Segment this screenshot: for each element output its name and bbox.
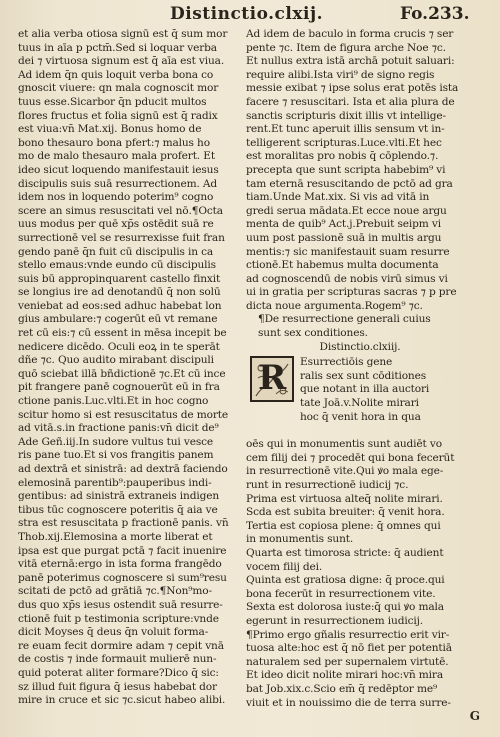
text-line: viuit et in nouissimo die de terra surre- xyxy=(246,696,451,709)
text-line: ctionē.Et habemus multa documenta xyxy=(246,259,439,272)
text-line: mire in cruce et sic ⁊c.sicut habeo alibi. xyxy=(18,694,226,707)
text-line: ¶Primo ergo gñalis resurrectio erit vir- xyxy=(246,628,450,641)
text-line: scere an simus resuscitati vel nō.¶Octa xyxy=(18,204,223,217)
text-line: messie exibat ⁊ ipse solus erat potēs ista xyxy=(246,82,459,95)
text-line: veniebat ad eos:sed adhuc habebat lon xyxy=(18,299,222,312)
text-line: tate Joā.v.Nolite mirari xyxy=(300,397,419,410)
text-line: scitur homo si est resuscitatus de morte xyxy=(18,408,229,421)
text-line: dus quo xp̄s iesus ostendit suā resurre- xyxy=(18,598,223,611)
text-line: Ad idem de baculo in forma crucis ⁊ ser xyxy=(246,28,454,40)
left-text-column xyxy=(18,28,243,708)
text-line: est moralitas pro nobis q̄ cōplendo.⁊. xyxy=(246,150,439,163)
text-line: ret cū eis:⁊ cū essent in mēsa incepit be xyxy=(18,327,227,340)
text-line: dñe ⁊c. Quo audito mirabant̄ discipuli xyxy=(18,354,214,367)
text-line: hoc q̄ venit hora in qua xyxy=(300,410,421,423)
text-line: ui in gratia per scripturas sacras ⁊ p pre xyxy=(246,286,457,299)
text-line: stra est resuscitata p fractionē panis. vn̄ xyxy=(18,517,229,530)
text-line: suis bū appropinquarent castello finxit xyxy=(18,272,221,285)
section-heading xyxy=(246,313,474,340)
initial-paragraph xyxy=(246,356,474,438)
text-line: dicta noue argumenta.Rogem⁹ ⁊c. xyxy=(246,299,423,312)
folio-number: Fo.233. xyxy=(400,4,470,24)
text-line: ad cognoscendū de nobis virū simus vi xyxy=(246,272,448,285)
text-line: mo de malo thesauro mala profert. Et xyxy=(18,150,215,163)
text-line: gendo panē q̄n fuit cū discipulis in ca xyxy=(18,245,214,258)
text-line: mentis:⁊ sic manifestauit suam resurre xyxy=(246,245,450,258)
text-line: tuosa alte:hoc est q̄ nō fiet per potentiā xyxy=(246,642,452,655)
text-line: Prima est virtuosa alteq̄ nolite mirari. xyxy=(246,492,443,505)
text-line: Quarta est timorosa stricte: q̄ audient xyxy=(246,547,444,559)
text-line: dei ⁊ virtuosa signum est q̄ aīa est viua. xyxy=(18,55,225,68)
text-line: et alia verba otiosa signū est q̄ sum mor xyxy=(18,28,228,40)
text-line: pit frangere panē cognouerūt eū in fra xyxy=(18,381,220,394)
text-line: Et nullus extra istā archā potuit saluari: xyxy=(246,55,455,68)
text-line: gentibus: ad sinistrā extraneis indigen xyxy=(18,490,220,503)
signature-mark: G xyxy=(469,709,480,723)
text-line: Ad̄e Geñ.iij.In sudore vultus tui vesce xyxy=(18,435,214,448)
right-column-top-text xyxy=(246,28,474,313)
text-line: tibus tūc cognoscere poteritis q̄ aia ve xyxy=(18,503,218,516)
text-line: vocem filij dei. xyxy=(246,560,323,573)
text-line: ipsa est que purgat pctā ⁊ facit inuenire xyxy=(18,544,227,557)
text-line: scitati de pctō ad grātiā ⁊c.¶Non⁹mo- xyxy=(18,585,212,598)
text-line: flores fructus et folia signū est q̄ radix xyxy=(18,109,218,122)
initial-letter-glyph: R xyxy=(257,358,287,399)
text-line: runt in resurrectionē iudicij ⁊c. xyxy=(246,479,409,492)
heading-line: sunt sex conditiones. xyxy=(258,327,368,340)
text-line: ideo sicut loquendo manifestauit iesus xyxy=(18,163,219,176)
decorated-initial-letter xyxy=(250,356,294,402)
text-line: gnoscit viuere: qn mala cognoscit mor xyxy=(18,82,219,95)
text-line: gredi serua mādata.Et ecce noue argu xyxy=(246,204,447,217)
text-line: elemosinā parentib⁹:pauperibus indi- xyxy=(18,476,212,489)
text-line: oēs qui in monumentis sunt audiēt vo xyxy=(246,438,442,451)
text-line: bat Job.xix.c.Scio em̄ q̄ redēptor me⁹ xyxy=(246,682,438,695)
text-line: ralis sex sunt cōditiones xyxy=(300,369,426,382)
text-line: gius ambulare:⁊ cogerūt eū vt remane xyxy=(18,313,218,326)
text-line: Tertia est copiosa plene: q̄ omnes qui xyxy=(246,519,441,532)
text-line: discipulis suis suā resurrectionem. Ad xyxy=(18,177,218,190)
text-line: bono thesauro bona pfert:⁊ malus ho xyxy=(18,136,210,149)
text-line: Scda est subita breuiter: q̄ venit hora. xyxy=(246,506,445,519)
text-line: naturalem sed per supernalem virtutē. xyxy=(246,655,449,668)
text-line: pente ⁊c. Item de figura arche Noe ⁊c. xyxy=(246,41,446,54)
text-line: dicit Moyses q̄ deus q̄n voluit forma- xyxy=(18,626,209,639)
text-line: panē poterimus cognoscere si sum⁹resu xyxy=(18,571,227,584)
text-line: Esurrectiōis gene xyxy=(300,356,393,369)
text-line: require alibi.Ista viri⁹ de signo regis xyxy=(246,68,435,81)
page-header xyxy=(0,4,500,26)
text-line: sz illud fuit figura q̄ iesus habebat dor xyxy=(18,680,217,693)
text-line: re euam fecit dormire adam ⁊ cepit vnā xyxy=(18,639,224,652)
distinction-title: Distinctio.clxiij. xyxy=(319,340,401,353)
text-line: tam eternā resuscitando de pctō ad gra xyxy=(246,177,453,190)
text-line: nedicere dicēdo. Oculi eoꝝ in te sperāt xyxy=(18,340,220,353)
text-line: telligerent scripturas.Luce.vlti.Et hec xyxy=(246,136,442,149)
text-line: Et ideo dicit nolite mirari hoc:vn̄ mira xyxy=(246,669,444,682)
text-line: ad dextrā et sinistrā: ad dextrā faciendo xyxy=(18,463,228,475)
text-line: stello emaus:vnde eundo cū discipulis xyxy=(18,259,216,272)
text-line: quid poterat aliter formare?Dico q̄ sic: xyxy=(18,666,219,679)
text-line: surrectionē vel se resurrexisse fuit fran xyxy=(18,231,225,244)
text-line: tuus in aīa p pctm̄.Sed si loquar verba xyxy=(18,41,217,54)
right-column-bottom-text xyxy=(246,438,474,710)
text-line: uus modus per quē xp̄s ostēdit suā re xyxy=(18,218,214,231)
text-line: menta de quib⁹ Act.j.Prebuit seipm vi xyxy=(246,218,441,231)
text-beside-initial xyxy=(300,356,474,424)
text-line: tuus esse.Sicarbor q̄n pducit multos xyxy=(18,95,207,108)
text-line: precepta que sunt scripta habebim⁹ vi xyxy=(246,163,446,176)
text-line: egerunt in resurrectionem iudicij. xyxy=(246,614,423,627)
text-line: in monumentis sunt. xyxy=(246,533,354,546)
text-line: ris pane tuo.Et si vos frangitis panem xyxy=(18,449,214,462)
text-line: ad vitā.s.in fractione panis:vn̄ dicit de⁹ xyxy=(18,422,219,435)
text-line: Ad idem q̄n quis loquit verba bona co xyxy=(18,68,214,81)
text-line: cem filij dei ⁊ procedēt qui bona fecerūt xyxy=(246,451,455,464)
text-line: tiam.Unde Mat.xix. Si vis ad vitā in xyxy=(246,191,430,204)
text-line: Quinta est gratiosa digne: q̄ proce.qui xyxy=(246,574,445,587)
text-line: facere ⁊ resuscitari. Ista et alia plura de xyxy=(246,95,455,108)
text-line: uum post passionē suā in multis argu xyxy=(246,231,442,244)
text-line: vitā eternā:ergo in ista forma frangēdo xyxy=(18,558,222,571)
right-text-column xyxy=(246,28,474,710)
text-line: sanctis scripturis dixit illis vt intellige- xyxy=(246,109,446,122)
text-line: de costis ⁊ inde formauit mulierē nun- xyxy=(18,653,217,666)
text-line: est viua:vn̄ Mat.xij. Bonus homo de xyxy=(18,123,202,136)
heading-line: ¶De resurrectione generali cuius xyxy=(258,313,431,326)
text-line: ctione panis.Luc.vlti.Et in hoc cogno xyxy=(18,395,209,408)
text-line: Thob.xij.Elemosina a morte liberat et xyxy=(18,530,213,543)
text-line: que notant̄ in illa auctori xyxy=(300,383,430,396)
text-line: Sexta est dolorosa iuste:q̄ qui ꝟo mala xyxy=(246,601,444,614)
running-title: Distinctio.clxij. xyxy=(170,4,324,24)
text-line: se longius ire ad denotandū q̄ non solū xyxy=(18,286,221,299)
text-line: quō sciebat illā bñdictionē ⁊c.Et cū ince xyxy=(18,367,226,380)
text-line: rent.Et tunc aperuit illis sensum vt in- xyxy=(246,123,445,136)
text-line: idem nos in loquendo poterim⁹ cogno xyxy=(18,191,214,204)
text-line: bona fecerūt in resurrectionem vite. xyxy=(246,587,436,600)
text-line: in resurrectionē vite.Qui ꝟo mala ege- xyxy=(246,465,444,478)
text-line: ctionē fuit p testimonia scripture:vnde xyxy=(18,612,219,625)
